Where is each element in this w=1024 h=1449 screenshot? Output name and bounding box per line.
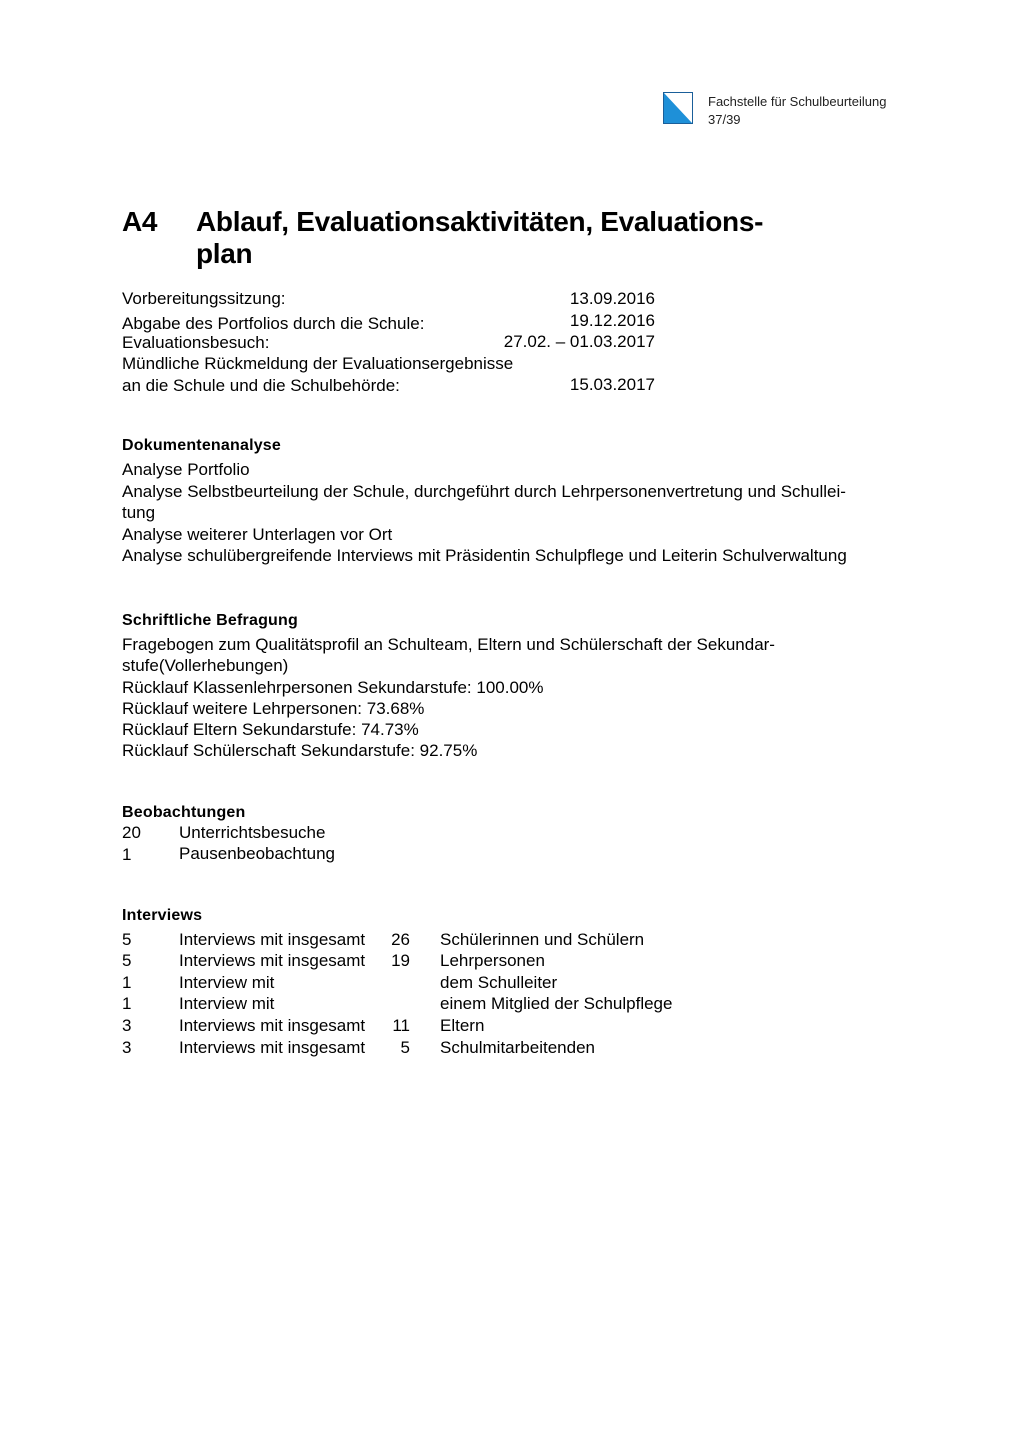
befragung-line: Rücklauf weitere Lehrpersonen: 73.68% bbox=[122, 699, 425, 718]
section-title-line-2: plan bbox=[196, 238, 253, 269]
befragung-line: Fragebogen zum Qualitätsprofil an Schulteam, Eltern und Schülerschaft der Sekundar- bbox=[122, 635, 775, 654]
interview-group: Schulmitarbeitenden bbox=[440, 1038, 595, 1057]
interview-count: 1 bbox=[122, 973, 132, 992]
schedule-date: 27.02. – 01.03.2017 bbox=[503, 332, 655, 351]
schedule-label: Vorbereitungssitzung: bbox=[122, 289, 286, 308]
interview-count: 3 bbox=[122, 1016, 132, 1035]
interview-type: Interviews mit insgesamt bbox=[179, 1038, 366, 1057]
interview-type: Interviews mit insgesamt bbox=[179, 1016, 366, 1035]
header-org: Fachstelle für Schulbeurteilung bbox=[708, 94, 887, 109]
befragung-line: Rücklauf Schülerschaft Sekundarstufe: 92.75% bbox=[122, 741, 478, 760]
interview-participants: 26 bbox=[391, 930, 410, 949]
interview-type: Interviews mit insgesamt bbox=[179, 930, 366, 949]
beobachtung-label: Pausenbeobachtung bbox=[179, 844, 335, 863]
schedule-date: 15.03.2017 bbox=[569, 375, 655, 394]
dokumentenanalyse-line: Analyse weiterer Unterlagen vor Ort bbox=[122, 525, 393, 544]
header-page-number: 37/39 bbox=[708, 112, 741, 127]
schedule-label: an die Schule und die Schulbehörde: bbox=[122, 376, 400, 395]
schedule-label: Evaluationsbesuch: bbox=[122, 333, 270, 352]
befragung-line: Rücklauf Eltern Sekundarstufe: 74.73% bbox=[122, 720, 419, 739]
dokumentenanalyse-line: Analyse Selbstbeurteilung der Schule, durchgeführt durch Lehrpersonenvertretung und Schullei- bbox=[122, 482, 846, 501]
interview-type: Interviews mit insgesamt bbox=[179, 951, 366, 970]
dokumentenanalyse-line: Analyse schulübergreifende Interviews mit Präsidentin Schulpflege und Leiterin Schulverwaltung bbox=[122, 546, 847, 565]
section-code: A4 bbox=[122, 206, 158, 237]
canton-logo-icon bbox=[663, 92, 693, 124]
befragung-line: Rücklauf Klassenlehrpersonen Sekundarstufe: 100.00% bbox=[122, 678, 544, 697]
interview-group: dem Schulleiter bbox=[440, 973, 558, 992]
interview-count: 5 bbox=[122, 930, 132, 949]
schedule-date: 13.09.2016 bbox=[569, 289, 655, 308]
befragung-heading: Schriftliche Befragung bbox=[122, 612, 298, 629]
schedule-label: Abgabe des Portfolios durch die Schule: bbox=[122, 314, 425, 333]
interviews-heading: Interviews bbox=[122, 907, 203, 924]
schedule-label: Mündliche Rückmeldung der Evaluationsergebnisse bbox=[122, 354, 514, 373]
schedule-date: 19.12.2016 bbox=[569, 311, 655, 330]
interview-group: Eltern bbox=[440, 1016, 485, 1035]
interview-count: 5 bbox=[122, 951, 132, 970]
interview-count: 1 bbox=[122, 994, 132, 1013]
interview-count: 3 bbox=[122, 1038, 132, 1057]
interview-type: Interview mit bbox=[179, 994, 275, 1013]
interview-type: Interview mit bbox=[179, 973, 275, 992]
interview-group: Schülerinnen und Schülern bbox=[440, 930, 645, 949]
beobachtung-count: 1 bbox=[122, 845, 132, 864]
interview-participants: 11 bbox=[392, 1016, 410, 1035]
beobachtung-count: 20 bbox=[122, 823, 141, 842]
beobachtungen-heading: Beobachtungen bbox=[122, 804, 246, 821]
befragung-line: stufe(Vollerhebungen) bbox=[122, 656, 289, 675]
interview-participants: 5 bbox=[400, 1038, 410, 1057]
interview-group: Lehrpersonen bbox=[440, 951, 545, 970]
interview-group: einem Mitglied der Schulpflege bbox=[440, 994, 673, 1013]
dokumentenanalyse-heading: Dokumentenanalyse bbox=[122, 437, 282, 454]
interview-participants: 19 bbox=[391, 951, 410, 970]
dokumentenanalyse-line: tung bbox=[122, 503, 156, 522]
beobachtung-label: Unterrichtsbesuche bbox=[179, 823, 326, 842]
dokumentenanalyse-line: Analyse Portfolio bbox=[122, 460, 250, 479]
section-title-line-1: Ablauf, Evaluationsaktivitäten, Evaluations- bbox=[196, 206, 764, 237]
section-title bbox=[196, 206, 896, 270]
